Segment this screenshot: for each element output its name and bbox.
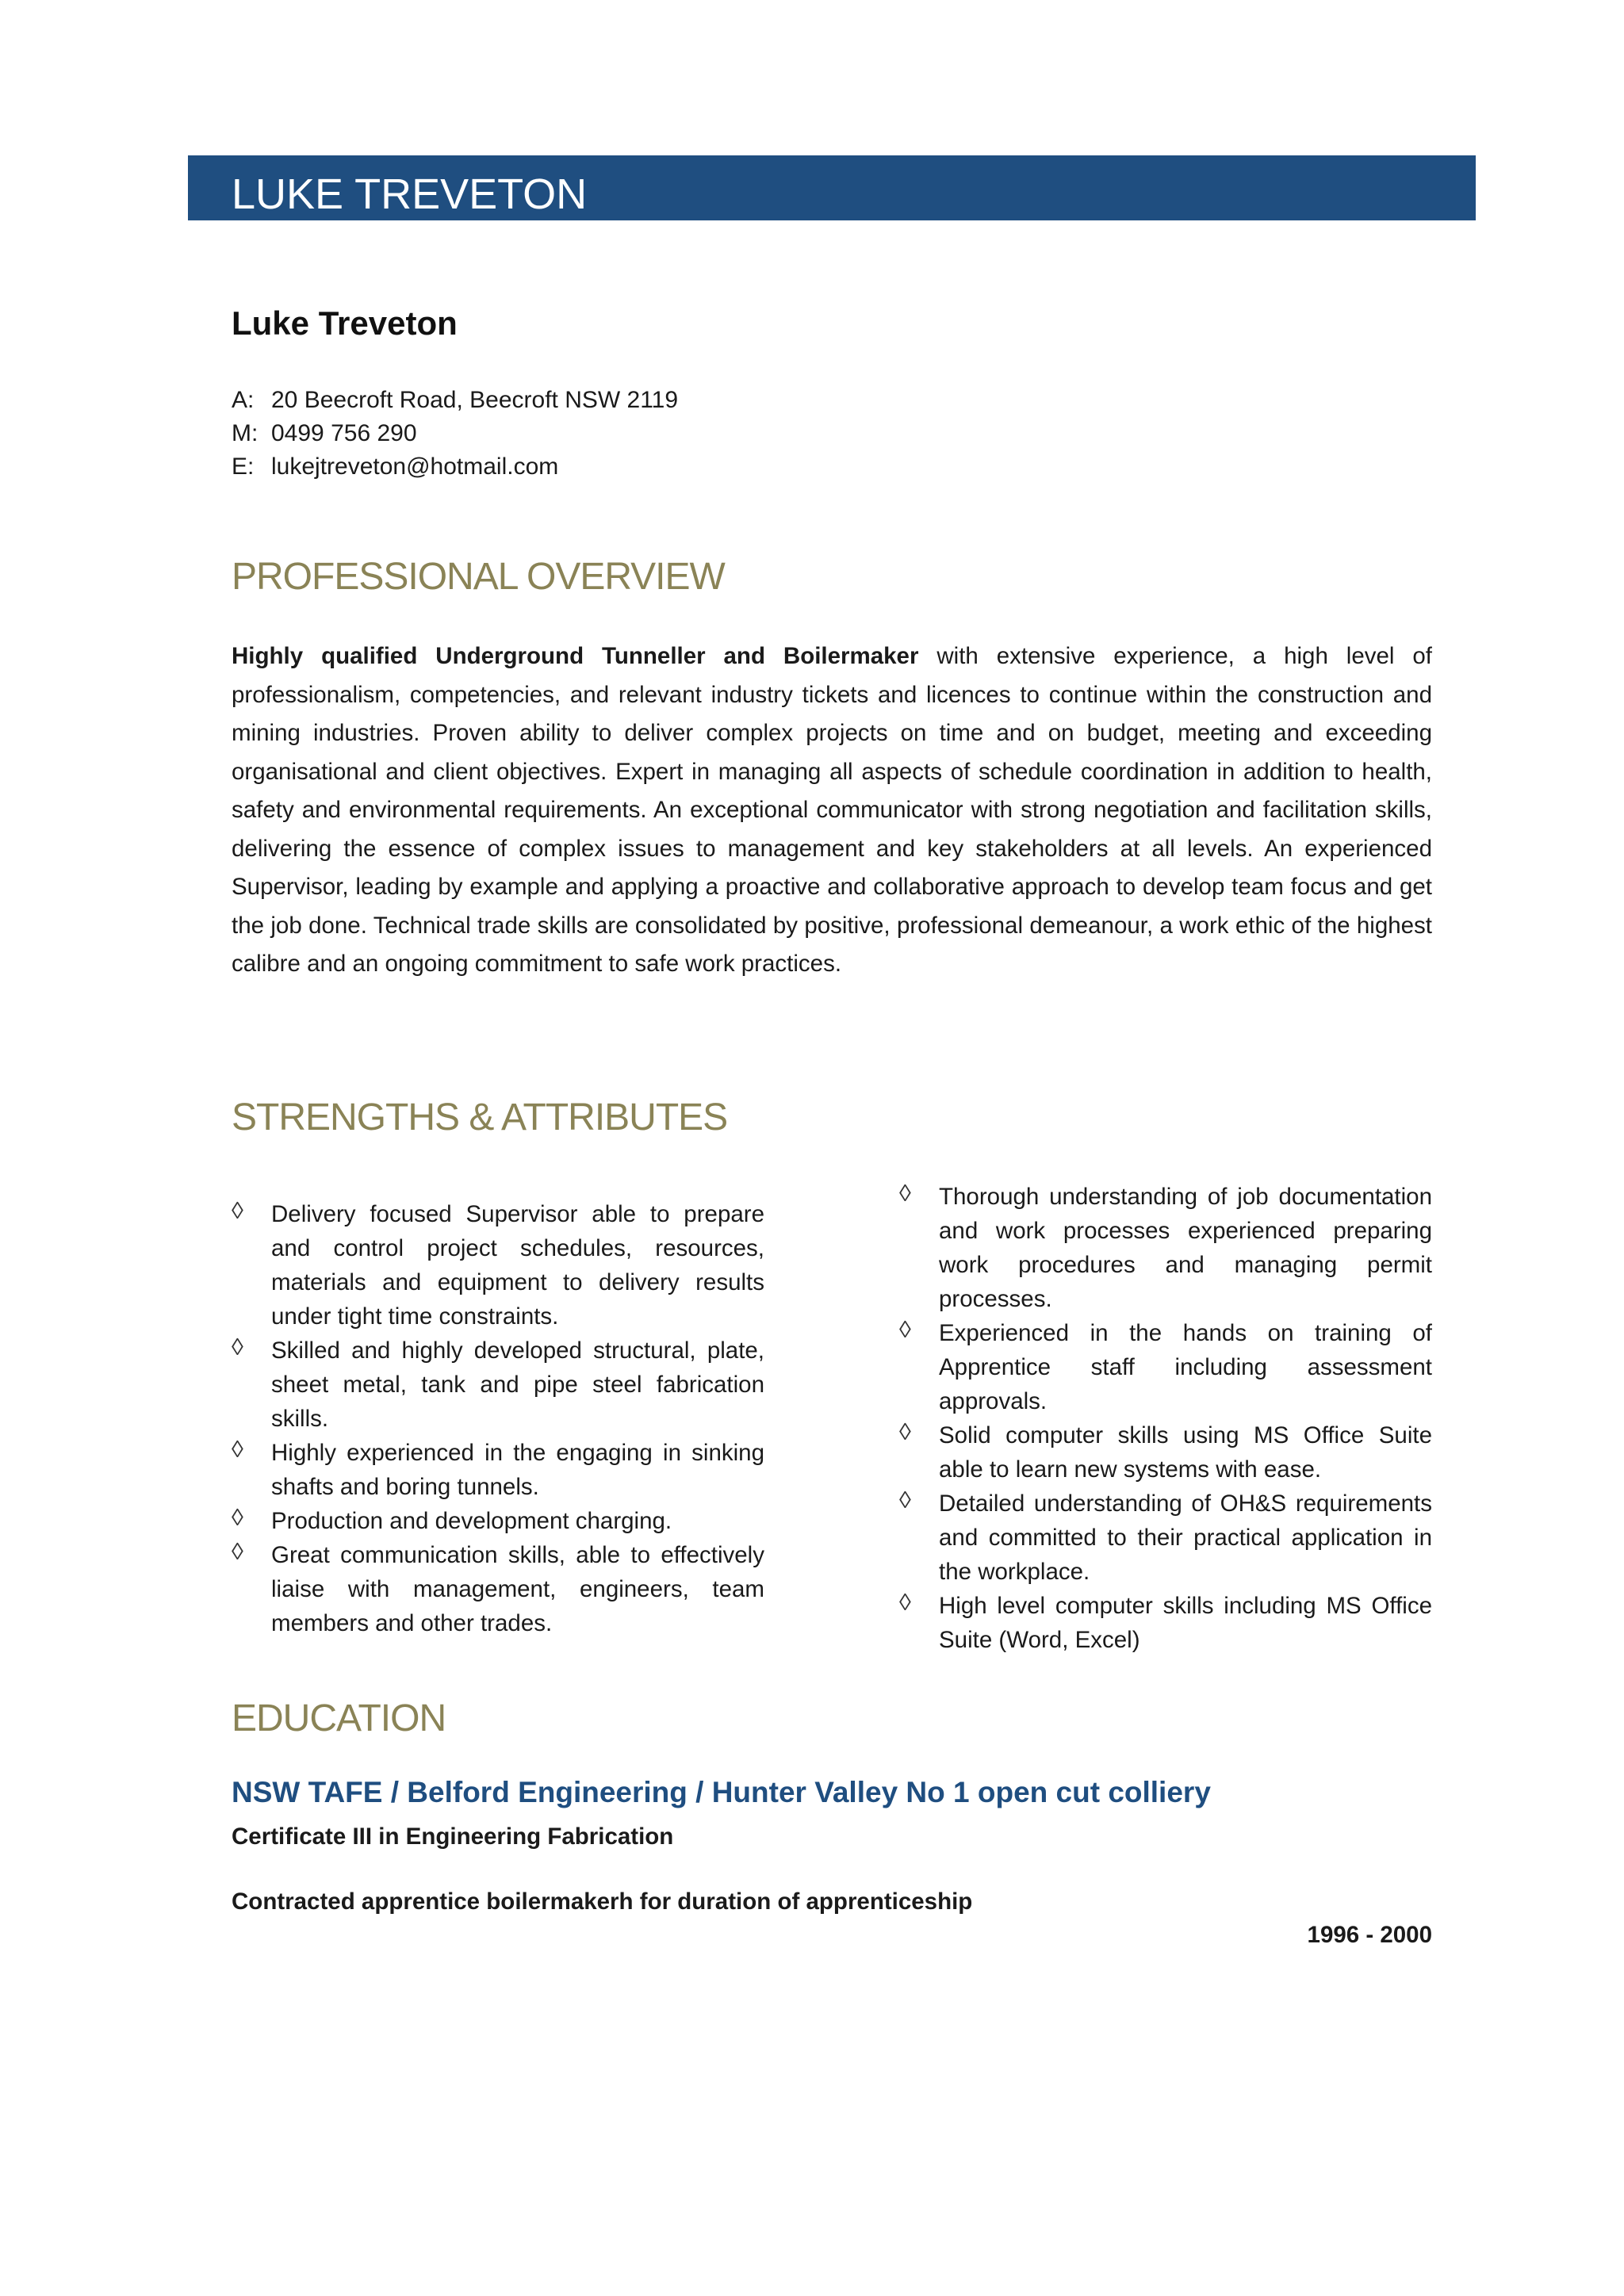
list-item-text: High level computer skills including MS Office Suite (Word, Excel): [939, 1593, 1432, 1653]
overview-paragraph: [232, 637, 1432, 984]
diamond-bullet-icon: ◊: [899, 1487, 911, 1513]
diamond-bullet-icon: ◊: [232, 1198, 243, 1224]
list-item-text: Solid computer skills using MS Office Suite able to learn new systems with ease.: [939, 1422, 1432, 1483]
list-item: [899, 1418, 1432, 1487]
list-item: [899, 1316, 1432, 1418]
email-value: lukejtreveton@hotmail.com: [271, 453, 559, 480]
list-item-text: Delivery focused Supervisor able to prepare and control project schedules, resources, materials and equipment to delivery results under tight time constraints.: [271, 1201, 764, 1330]
education-heading: EDUCATION: [232, 1697, 446, 1739]
overview-heading: PROFESSIONAL OVERVIEW: [232, 556, 725, 598]
strengths-list-right: [899, 1180, 1432, 1657]
contact-address: [232, 384, 678, 417]
list-item-text: Great communication skills, able to effectively liaise with management, engineers, team members and other trades.: [271, 1542, 764, 1636]
list-item-text: Production and development charging.: [271, 1508, 672, 1534]
diamond-bullet-icon: ◊: [232, 1437, 243, 1463]
contact-label: A:: [232, 387, 255, 413]
strengths-heading: STRENGTHS & ATTRIBUTES: [232, 1096, 728, 1138]
education-years: 1996 - 2000: [1307, 1922, 1432, 1948]
list-item: [232, 1538, 764, 1640]
list-item: [899, 1589, 1432, 1657]
name-banner: [188, 155, 1476, 220]
list-item: [899, 1487, 1432, 1589]
list-item: [899, 1180, 1432, 1316]
candidate-name: Luke Treveton: [232, 304, 458, 342]
education-institution: NSW TAFE / Belford Engineering / Hunter Valley No 1 open cut colliery: [232, 1776, 1211, 1808]
diamond-bullet-icon: ◊: [232, 1334, 243, 1360]
list-item-text: Experienced in the hands on training of Apprentice staff including assessment approvals.: [939, 1320, 1432, 1414]
list-item: [232, 1436, 764, 1504]
contact-label: E:: [232, 453, 255, 480]
contact-label: M:: [232, 420, 259, 446]
contact-email: [232, 450, 678, 484]
contact-mobile: [232, 417, 678, 450]
diamond-bullet-icon: ◊: [899, 1419, 911, 1445]
address-value: 20 Beecroft Road, Beecroft NSW 2119: [271, 387, 679, 413]
list-item: [232, 1334, 764, 1436]
diamond-bullet-icon: ◊: [899, 1181, 911, 1207]
mobile-value: 0499 756 290: [271, 420, 417, 446]
list-item: [232, 1504, 764, 1538]
list-item-text: Detailed understanding of OH&S requirements and committed to their practical application in the workplace.: [939, 1490, 1432, 1585]
education-detail: Contracted apprentice boilermakerh for duration of apprenticeship: [232, 1888, 973, 1915]
contact-details: [232, 384, 678, 484]
list-item-text: Highly experienced in the engaging in sinking shafts and boring tunnels.: [271, 1440, 764, 1500]
banner-title: LUKE TREVETON: [232, 170, 588, 218]
education-qualification: Certificate III in Engineering Fabrication: [232, 1823, 674, 1850]
overview-lead: Highly qualified Underground Tunneller and Boilermaker: [232, 643, 919, 669]
diamond-bullet-icon: ◊: [232, 1505, 243, 1531]
diamond-bullet-icon: ◊: [899, 1317, 911, 1343]
list-item: [232, 1197, 764, 1334]
diamond-bullet-icon: ◊: [232, 1539, 243, 1565]
overview-body: with extensive experience, a high level of professionalism, competencies, and relevant industry tickets and licences to continue within the construction and mining industries. Proven ability to deliver complex projects on time and on budget, meeting and exceeding organisational and client objectives. Expert in managing all aspects of schedule coordination in addition to health, safety and environmental requirements. An exceptional communicator with strong negotiation and facilitation skills, delivering the essence of complex issues to management and key stakeholders at all levels. An experienced Supervisor, leading by example and applying a proactive and collaborative approach to develop team focus and get the job done. Technical trade skills are consolidated by positive, professional demeanour, a work ethic of the highest calibre and an ongoing commitment to safe work practices.: [232, 643, 1432, 977]
strengths-list-left: [232, 1197, 764, 1640]
diamond-bullet-icon: ◊: [899, 1590, 911, 1616]
list-item-text: Thorough understanding of job documentation and work processes experienced preparing work procedures and managing permit processes.: [939, 1184, 1432, 1312]
list-item-text: Skilled and highly developed structural, plate, sheet metal, tank and pipe steel fabrication skills.: [271, 1337, 764, 1432]
